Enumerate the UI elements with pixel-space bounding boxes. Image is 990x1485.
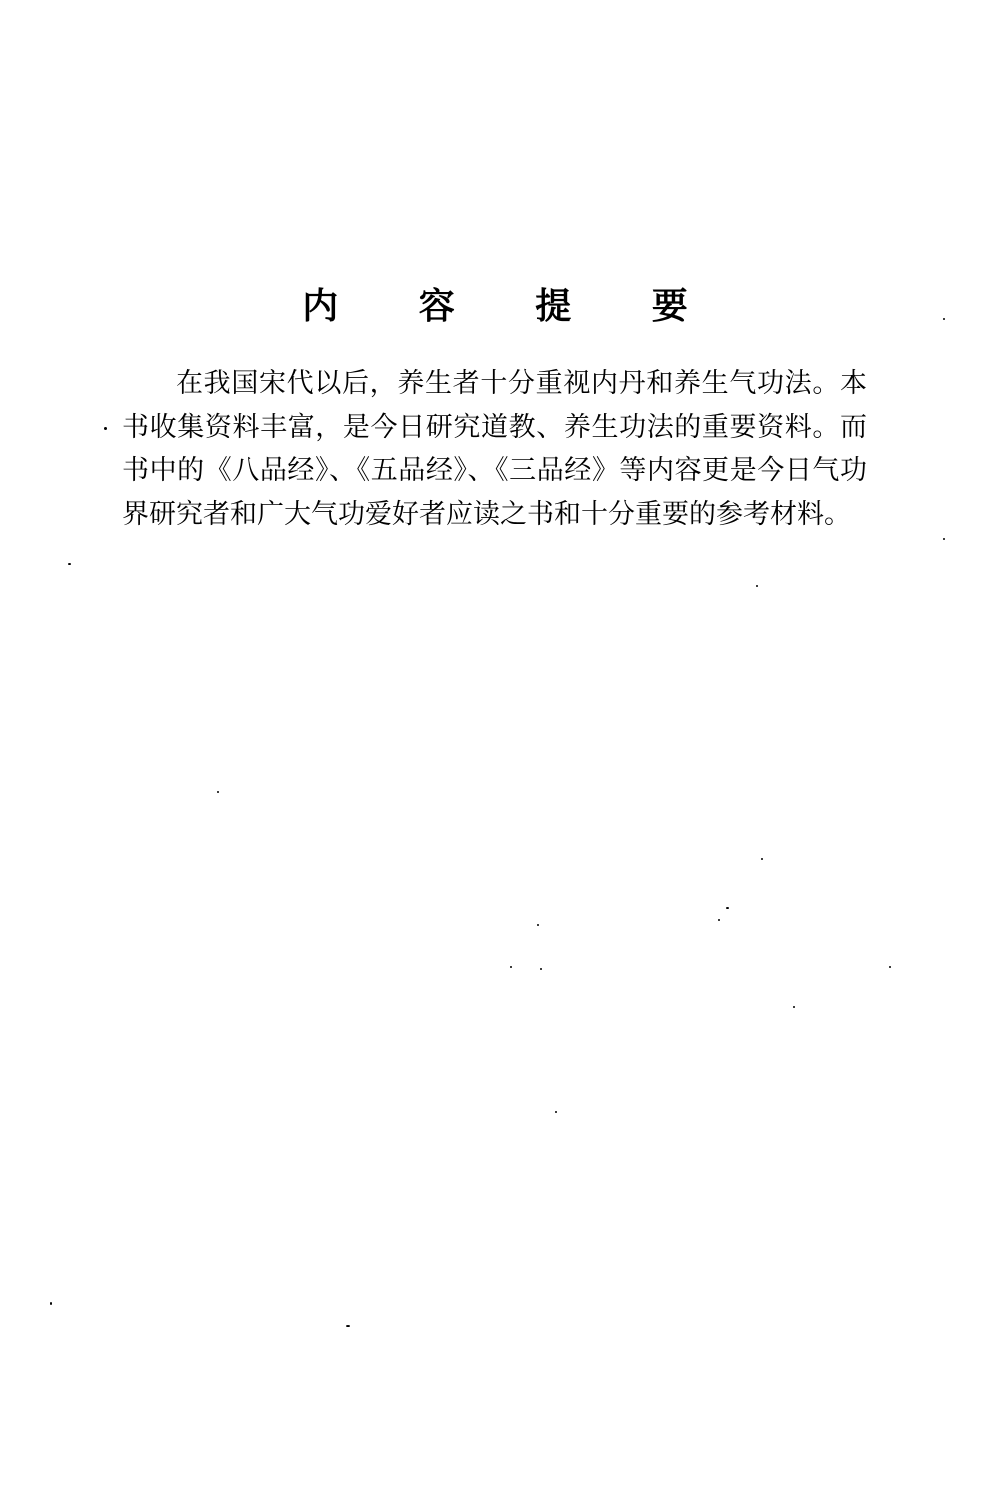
scan-speck — [761, 858, 763, 860]
scan-speck — [540, 968, 542, 970]
scan-speck — [510, 966, 512, 968]
scan-speck — [217, 791, 219, 793]
scan-speck — [555, 1111, 557, 1113]
abstract-body — [122, 362, 867, 536]
abstract-paragraph: 在我国宋代以后，养生者十分重视内丹和养生气功法。本书收集资料丰富，是今日研究道教、养生功法的重要资料。而书中的《八品经》、《五品经》、《三品经》等内容更是今日气功界研究者和广大气功爱好者应读之书和十分重要的参考材料。 — [122, 368, 867, 530]
scan-speck — [68, 563, 71, 565]
scan-speck — [943, 318, 945, 320]
scan-speck — [104, 427, 107, 430]
scan-speck — [756, 585, 758, 587]
scan-speck — [726, 907, 729, 909]
scan-speck — [537, 924, 539, 926]
scan-speck — [943, 538, 945, 540]
scan-speck — [718, 919, 720, 921]
page-title: 内 容 提 要 — [302, 286, 722, 327]
scan-speck — [50, 1302, 52, 1305]
scan-speck — [346, 1325, 350, 1327]
scan-speck — [889, 966, 891, 968]
scan-speck — [793, 1006, 795, 1008]
